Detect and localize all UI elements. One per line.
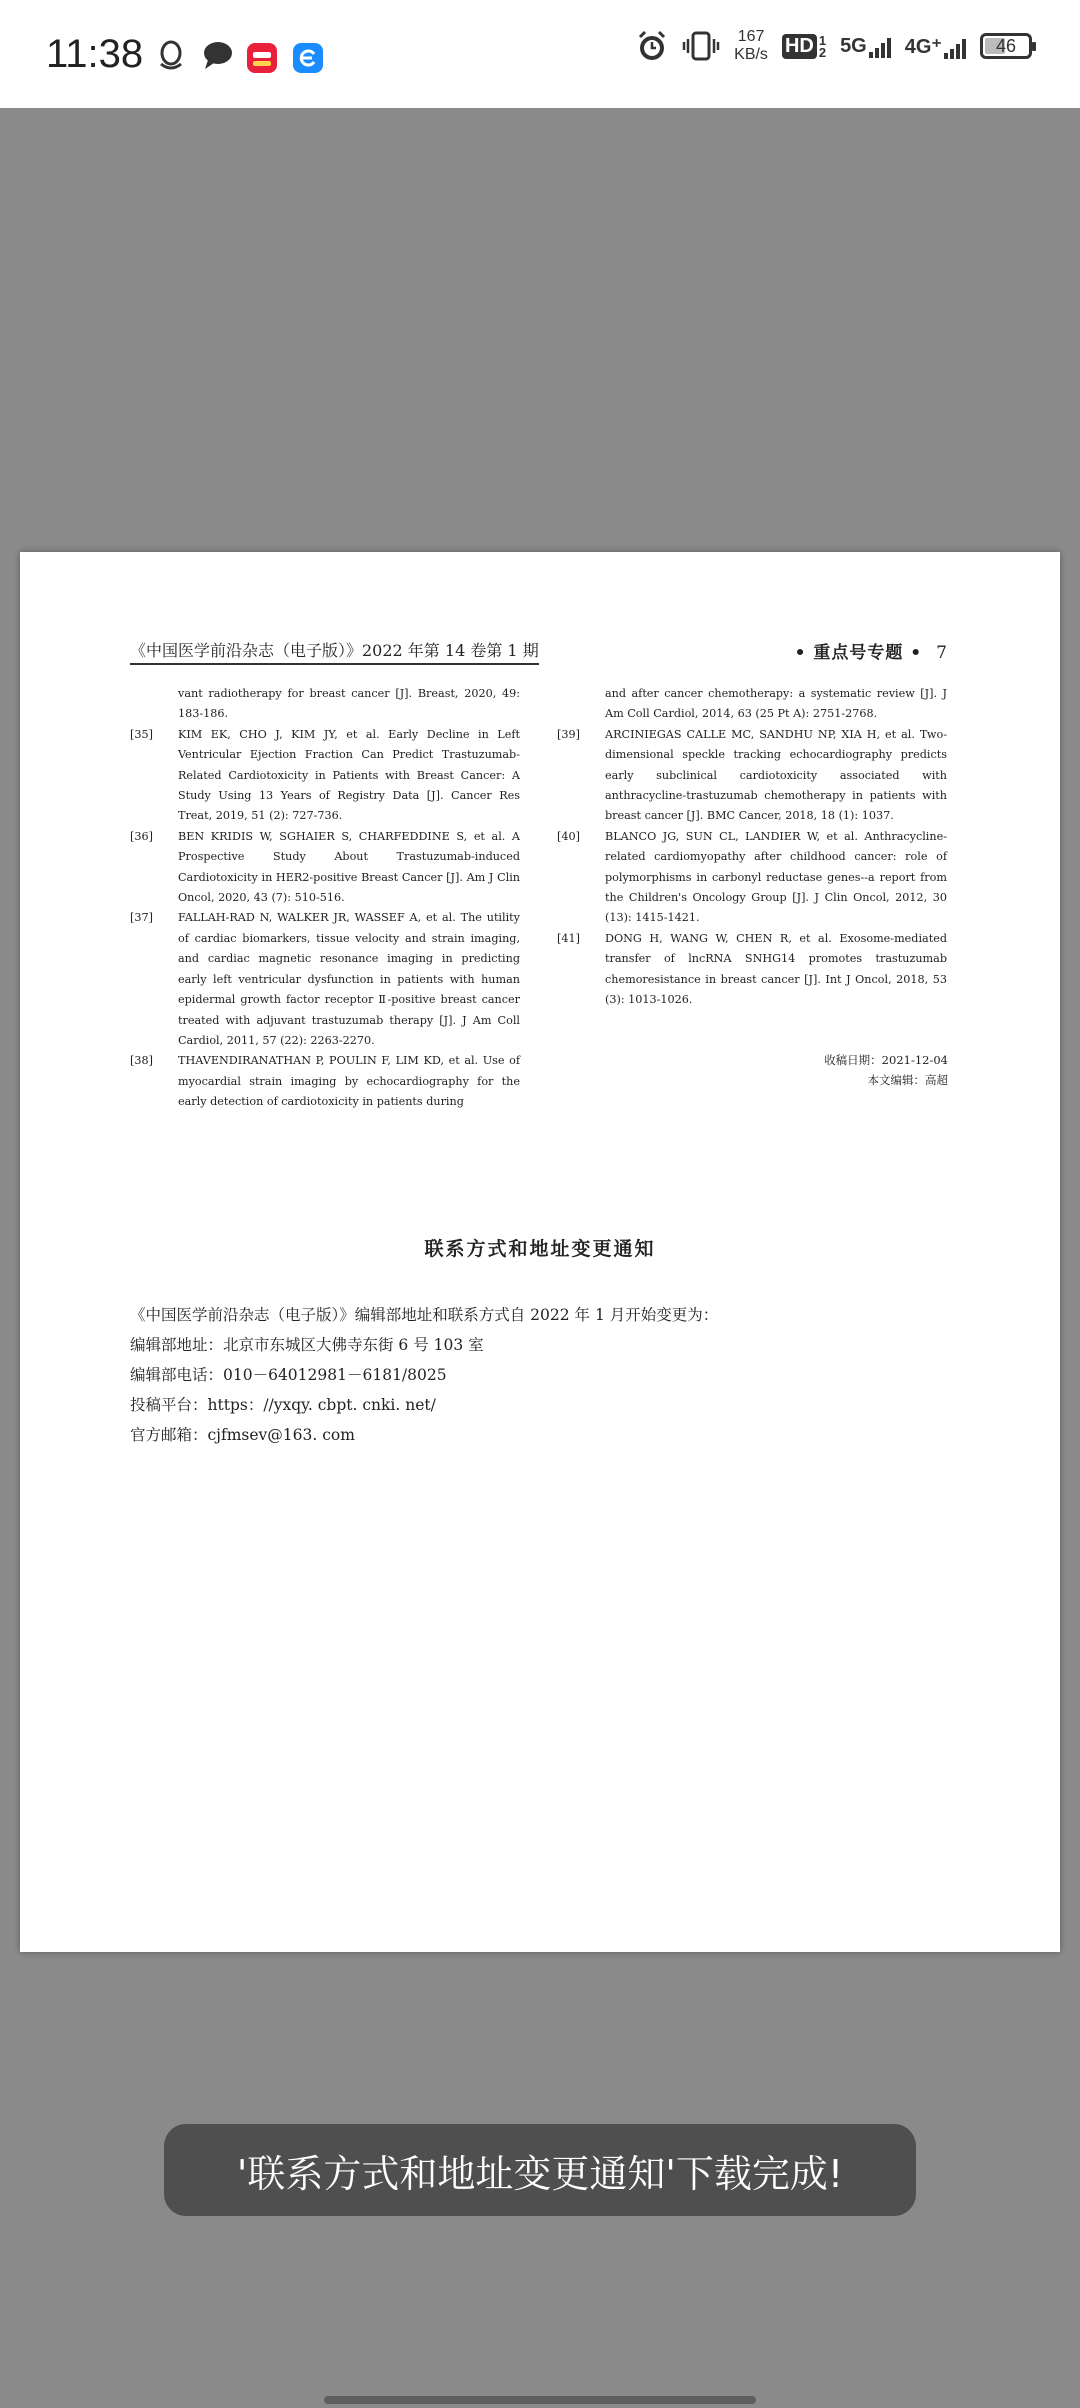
reference-number: [35]	[130, 727, 153, 741]
references-left-column	[130, 684, 520, 1113]
network-4g-label: 4G⁺	[904, 35, 942, 58]
status-time: 11:38	[46, 32, 144, 76]
network-speed-value: 167	[737, 28, 765, 45]
eleme-app-icon	[292, 42, 324, 74]
notice-line: 《中国医学前沿杂志（电子版）》编辑部地址和联系方式自 2022 年 1 月开始变更为：	[130, 1306, 719, 1324]
hd-sub: 2	[818, 44, 827, 60]
toast-message: '联系方式和地址变更通知'下载完成!	[236, 2151, 844, 2196]
article-meta	[824, 1050, 948, 1091]
reference-text: and after cancer chemotherapy: a systematic review [J]. J Am Coll Cardiol, 2014, 63 (25 Pt A): 2751-2768.	[605, 687, 947, 721]
signal-bars-icon	[869, 36, 891, 58]
page-header	[130, 638, 948, 668]
status-indicators	[636, 28, 1032, 64]
hd-label: HD	[782, 34, 817, 59]
reference-entry	[130, 725, 520, 827]
reference-entry	[130, 684, 520, 725]
reference-text: BLANCO JG, SUN CL, LANDIER W, et al. Anthracycline-related cardiomyopathy after childhood cancer: role of polymorphisms in carbonyl reductase genes--a report from the Children's Oncology Group [J]. J Clin Oncol, 2012, 30 (13): 1415-1421.	[605, 829, 947, 925]
qq-icon	[156, 40, 186, 72]
status-bar	[0, 0, 1080, 108]
reference-number: [41]	[557, 931, 580, 945]
reference-entry	[557, 827, 947, 929]
shopping-app-icon	[246, 42, 278, 74]
reference-entry	[557, 929, 947, 1011]
editor-name: 本文编辑：高超	[867, 1073, 948, 1088]
network-speed-unit: KB/s	[734, 46, 768, 63]
signal-4g	[905, 34, 966, 59]
notice-line: 编辑部地址：北京市东城区大佛寺东街 6 号 103 室	[130, 1336, 484, 1354]
download-complete-toast	[164, 2124, 916, 2216]
reference-entry	[130, 1051, 520, 1112]
reference-text: THAVENDIRANATHAN P, POULIN F, LIM KD, et al. Use of myocardial strain imaging by echocardiography for the early detection of cardiotoxicity in patients during	[178, 1054, 520, 1109]
message-bubble-icon	[202, 40, 234, 70]
received-date: 收稿日期：2021-12-04	[824, 1053, 948, 1067]
notice-title: 联系方式和地址变更通知	[424, 1238, 656, 1260]
notice-line: 官方邮箱：cjfmsev@163. com	[130, 1426, 355, 1444]
reference-number: [38]	[130, 1054, 153, 1068]
reference-text: FALLAH-RAD N, WALKER JR, WASSEF A, et al. The utility of cardiac biomarkers, tissue velocity and strain imaging, and cardiac magnetic resonance imaging in predicting early left ventricular dysfunction in patients with human epidermal growth factor receptor Ⅱ-positive breast cancer treated with adjuvant trastuzumab therapy [J]. J Am Coll Cardiol, 2011, 57 (22): 2263-2270.	[178, 911, 520, 1047]
gesture-navigation-handle[interactable]	[324, 2396, 756, 2404]
reference-text: vant radiotherapy for breast cancer [J]. Breast, 2020, 49: 183-186.	[178, 687, 520, 721]
notice-line: 投稿平台：https：//yxqy. cbpt. cnki. net/	[130, 1396, 436, 1414]
reference-text: DONG H, WANG W, CHEN R, et al. Exosome-mediated transfer of lncRNA SNHG14 promotes trastuzumab chemoresistance in breast cancer [J]. Int J Oncol, 2018, 53 (3): 1013-1026.	[605, 931, 947, 1007]
reference-text: ARCINIEGAS CALLE MC, SANDHU NP, XIA H, et al. Two-dimensional speckle tracking echocardiography predicts early subclinical cardiotoxicity associated with anthracycline-trastuzumab chemotherapy in patients with breast cancer [J]. BMC Cancer, 2018, 18 (1): 1037.	[605, 727, 947, 823]
network-speed	[734, 28, 768, 64]
battery-icon	[980, 33, 1032, 59]
reference-text: KIM EK, CHO J, KIM JY, et al. Early Decline in Left Ventricular Ejection Fraction Can Predict Trastuzumab-Related Cardiotoxicity in Patients with Breast Cancer: A Study Using 13 Years of Registry Data [J]. Cancer Res Treat, 2019, 51 (2): 727-736.	[178, 727, 520, 823]
reference-number: [37]	[130, 911, 153, 925]
journal-header: 《中国医学前沿杂志（电子版）》2022 年第 14 卷第 1 期	[130, 638, 539, 665]
reference-number: [40]	[557, 829, 580, 843]
notice-line: 编辑部电话：010－64012981－6181/8025	[130, 1366, 447, 1384]
reference-number: [39]	[557, 727, 580, 741]
signal-5g	[840, 35, 891, 58]
notice-body	[130, 1300, 718, 1450]
reference-entry	[130, 827, 520, 909]
reference-number: [36]	[130, 829, 153, 843]
signal-bars-icon	[944, 37, 966, 59]
section-title: • 重点号专题 •	[794, 643, 923, 663]
reference-entry	[557, 684, 947, 725]
reference-entry	[130, 908, 520, 1051]
battery-level: 46	[995, 35, 1017, 56]
references-right-column	[557, 684, 947, 1011]
hd-sup: 1	[818, 32, 827, 48]
vibrate-icon	[682, 31, 720, 61]
reference-entry	[557, 725, 947, 827]
section-header	[795, 638, 948, 663]
network-5g-label: 5G	[840, 34, 867, 57]
document-page[interactable]	[20, 552, 1060, 1952]
reference-text: BEN KRIDIS W, SGHAIER S, CHARFEDDINE S, et al. A Prospective Study About Trastuzumab-induced Cardiotoxicity in HER2-positive Breast Cancer [J]. Am J Clin Oncol, 2020, 43 (7): 510-516.	[178, 829, 520, 905]
page-number: 7	[936, 643, 948, 663]
hd-indicator	[782, 34, 826, 59]
alarm-clock-icon	[636, 29, 668, 63]
